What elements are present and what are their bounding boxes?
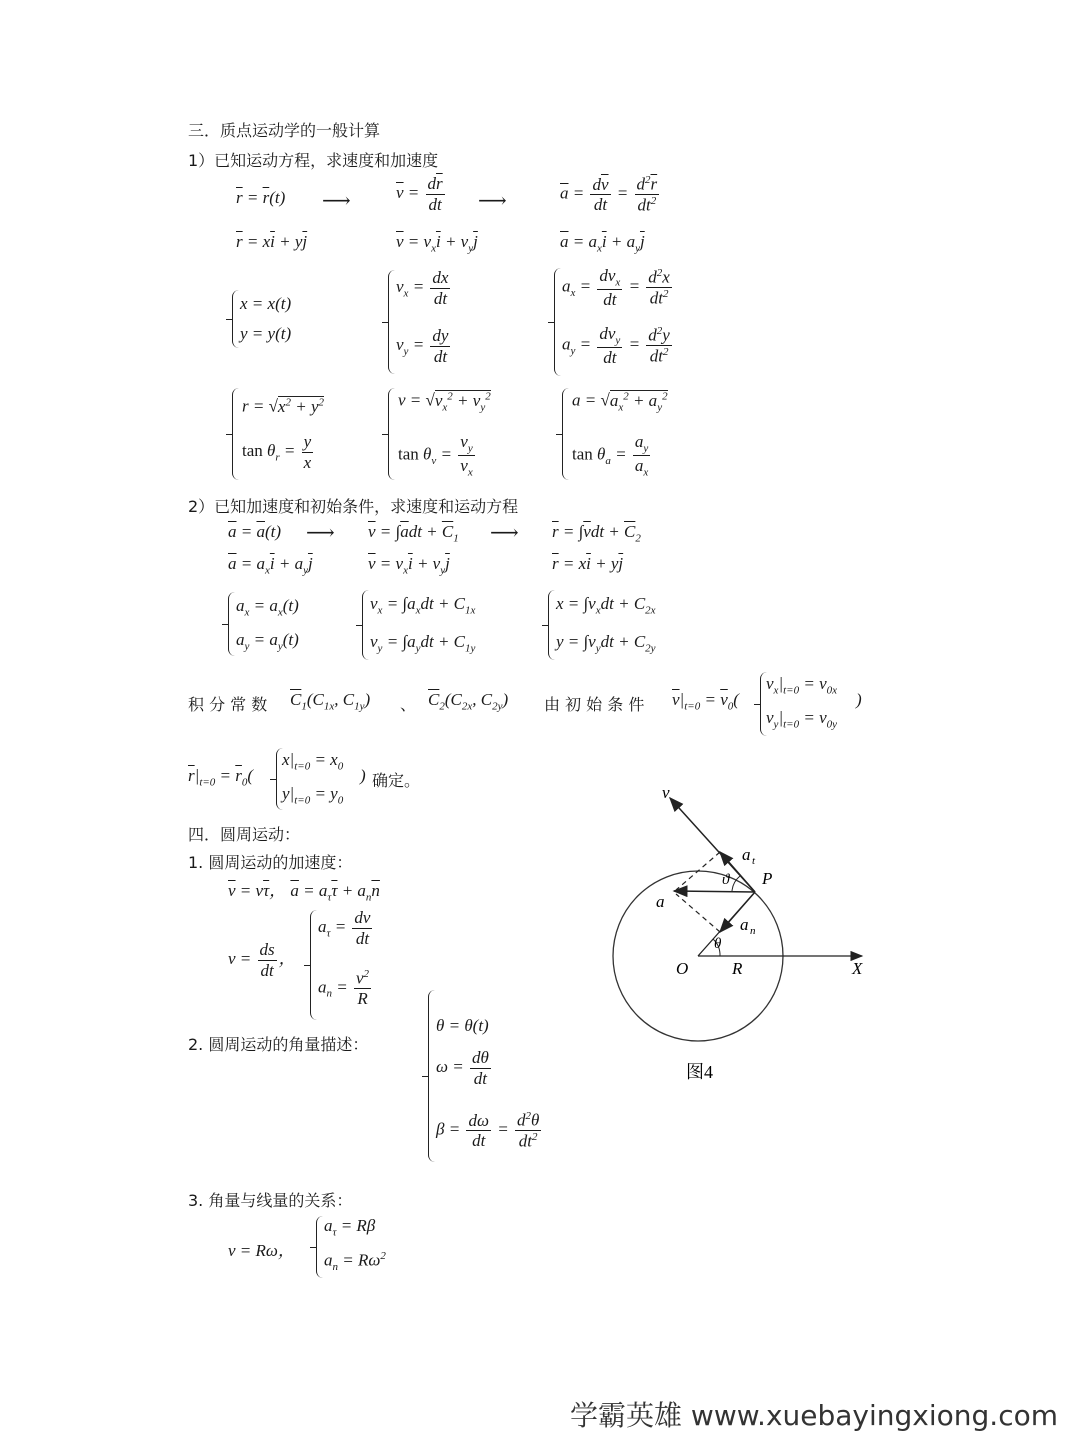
brace xyxy=(554,268,561,376)
arrow-right-icon: ⟶ xyxy=(306,520,335,544)
y-initial-eq: $y|_{t=0} = y_0$ xyxy=(282,784,344,807)
o-label: O xyxy=(676,959,689,978)
acceleration-def-eq: $\overline{a}$ = $\frac{d\overline{v}}{dt}$ = $\frac{d^2\overline{r}}{dt^2}$ xyxy=(560,174,658,215)
c2-constant: $\overline{C}_2(C_{2x}$, $C_{2y}$) xyxy=(428,690,509,713)
vy-integral-eq: $v_y = \int a_ydt + C_{1y}$ xyxy=(370,632,476,655)
subsection-4-3-title: 3. 角量与线量的关系： xyxy=(188,1191,353,1210)
integration-text-a: 积 分 常 数 xyxy=(188,695,268,714)
acceleration-components-eq: $\overline{a} = a_x\overline{i} + a_y\overline{j}$ xyxy=(560,232,645,255)
arrow-right-icon: ⟶ xyxy=(322,188,351,212)
v-magnitude-eq: $v = √v_x^2 + v_y^2$ xyxy=(398,390,491,414)
total-accel-vector xyxy=(674,891,755,892)
a-tau-r-beta-eq: $a_\tau = R\beta$ xyxy=(324,1216,376,1239)
section-4-title: 四．圆周运动： xyxy=(188,825,301,844)
dashed-line xyxy=(676,852,720,890)
a-label: a xyxy=(656,892,665,911)
theta-of-t-eq: θ = θ(t) xyxy=(436,1016,489,1035)
a-magnitude-eq: $a = √a_x^2 + a_y^2$ xyxy=(572,390,668,414)
subsection-3-1-title: 1）已知运动方程，求速度和加速度 xyxy=(188,151,439,170)
r-initial-eq: $\overline{r}|_{t=0} = \overline{r}_0$( xyxy=(188,766,254,789)
an-sub-label: n xyxy=(750,925,756,937)
x-initial-eq: $x|_{t=0} = x_0$ xyxy=(282,750,344,773)
circular-velocity-accel-eq: $\overline{v} = v\overline{\tau}$， $\overline{a} = a_\tau\overline{\tau} + a_n\overline{n}$ xyxy=(228,881,380,904)
vy-initial-eq: $v_y|_{t=0} = v_{0y}$ xyxy=(766,708,838,731)
a-components-eq-2: $\overline{a} = a_x\overline{i} + a_y\overline{j}$ xyxy=(228,554,313,577)
brace xyxy=(362,590,369,660)
dashed-line xyxy=(676,894,720,932)
arrow-right-icon: ⟶ xyxy=(478,188,507,212)
v-ds-dt-eq: v = $\frac{ds}{dt}$ ， xyxy=(228,940,296,980)
omega-eq: ω = $\frac{d\theta}{dt}$ xyxy=(436,1048,489,1088)
brace xyxy=(316,1216,323,1278)
position-vector-eq: $\overline{r} = \overline{r}(t)$ xyxy=(236,188,286,207)
vx-eq: $v_x$ = $\frac{dx}{dt}$ xyxy=(396,268,449,308)
r-magnitude-eq: $r = √x^2 + y^2$ xyxy=(242,396,324,416)
an-label: a xyxy=(740,915,749,934)
subsection-3-2-title: 2）已知加速度和初始条件，求速度和运动方程 xyxy=(188,497,519,516)
integration-text-c: 由 初 始 条 件 xyxy=(544,695,645,714)
a-direction-eq: $\tan \theta_a$ = $\frac{a_y}{a_x}$ xyxy=(572,432,649,479)
position-components-eq: $\overline{r} = x\overline{i} + y\overline{j}$ xyxy=(236,232,308,251)
brace xyxy=(232,290,239,348)
circular-motion-figure xyxy=(600,770,880,1100)
y-of-t-eq: y = y(t) xyxy=(240,324,292,343)
r-label: R xyxy=(732,959,743,978)
brace xyxy=(232,388,239,480)
brace xyxy=(428,990,435,1162)
figure-caption: 图4 xyxy=(686,1062,713,1082)
theta-label: θ xyxy=(714,936,722,952)
section-3-title: 三．质点运动学的一般计算 xyxy=(188,121,381,140)
v-r-omega-eq: v = Rω， xyxy=(228,1241,295,1260)
a-n-r-omega-eq: $a_n = R\omega^2$ xyxy=(324,1250,386,1274)
v-integral-eq: $\overline{v} = \int\overline{a}dt + \overline{C}_1$ xyxy=(368,522,459,545)
brace xyxy=(310,910,317,1020)
brace xyxy=(548,590,555,660)
p-label: P xyxy=(762,869,773,888)
c1-constant: $\overline{C}_1(C_{1x}$, $C_{1y}$) xyxy=(290,690,371,713)
close-paren: ) xyxy=(856,690,862,709)
y-integral-eq: $y = \int v_ydt + C_{2y}$ xyxy=(556,632,656,655)
ay-eq: $a_y$ = $\frac{dv_y}{dt}$ = $\frac{d^2y}{dt^2}$ xyxy=(562,324,670,368)
a-normal-eq: $a_n$ = $\frac{v^2}{R}$ xyxy=(318,968,370,1009)
arrow-right-icon: ⟶ xyxy=(490,520,519,544)
v-label: v xyxy=(662,783,670,802)
x-integral-eq: $x = \int v_xdt + C_{2x}$ xyxy=(556,594,656,617)
velocity-components-eq: $\overline{v} = v_x\overline{i} + v_y\overline{j}$ xyxy=(396,232,478,255)
subsection-4-1-title: 1. 圆周运动的加速度： xyxy=(188,853,353,872)
r-direction-eq: $\tan \theta_r$ = $\frac{y}{x}$ xyxy=(242,432,312,472)
vy-eq: $v_y$ = $\frac{dy}{dt}$ xyxy=(396,326,449,366)
brace xyxy=(388,270,395,374)
vx-integral-eq: $v_x = \int a_xdt + C_{1x}$ xyxy=(370,594,476,617)
v-initial-eq: $\overline{v}|_{t=0} = \overline{v}_0$( xyxy=(672,690,739,713)
a-of-t-eq: $\overline{a} = \overline{a}(t)$ xyxy=(228,522,282,541)
vx-initial-eq: $v_x|_{t=0} = v_{0x}$ xyxy=(766,674,838,697)
integration-text-b: 、 xyxy=(400,695,417,714)
velocity-def-eq: $\overline{v}$ = $\frac{d\overline{r}}{dt}$ xyxy=(396,174,443,214)
close-paren: ) xyxy=(360,766,366,785)
x-label: X xyxy=(852,959,863,978)
at-sub-label: t xyxy=(752,855,756,867)
ay-of-t-eq: $a_y = a_y(t)$ xyxy=(236,630,299,653)
x-of-t-eq: x = x(t) xyxy=(240,294,292,313)
at-label: a xyxy=(742,845,751,864)
brace xyxy=(228,592,235,656)
brace xyxy=(562,388,569,480)
a-tangential-eq: $a_\tau$ = $\frac{dv}{dt}$ xyxy=(318,908,371,948)
beta-eq: β = $\frac{d\omega}{dt}$ = $\frac{d^2\theta}{dt^2}$ xyxy=(436,1110,540,1151)
watermark: 学霸英雄 www.xuebayingxiong.com xyxy=(570,1399,1058,1432)
brace xyxy=(388,388,395,480)
r-integral-eq: $\overline{r} = \int\overline{v}dt + \overline{C}_2$ xyxy=(552,522,641,545)
r-components-eq-2: $\overline{r} = x\overline{i} + y\overline{j}$ xyxy=(552,554,624,573)
v-direction-eq: $\tan \theta_v$ = $\frac{v_y}{v_x}$ xyxy=(398,432,473,479)
vartheta-label: ϑ xyxy=(722,872,730,888)
subsection-4-2-title: 2. 圆周运动的角量描述： xyxy=(188,1035,369,1054)
v-components-eq-2: $\overline{v} = v_x\overline{i} + v_y\overline{j}$ xyxy=(368,554,450,577)
determined-text: 确定。 xyxy=(372,771,421,790)
ax-of-t-eq: $a_x = a_x(t)$ xyxy=(236,596,299,619)
ax-eq: $a_x$ = $\frac{dv_x}{dt}$ = $\frac{d^2x}{dt^2}$ xyxy=(562,266,670,310)
